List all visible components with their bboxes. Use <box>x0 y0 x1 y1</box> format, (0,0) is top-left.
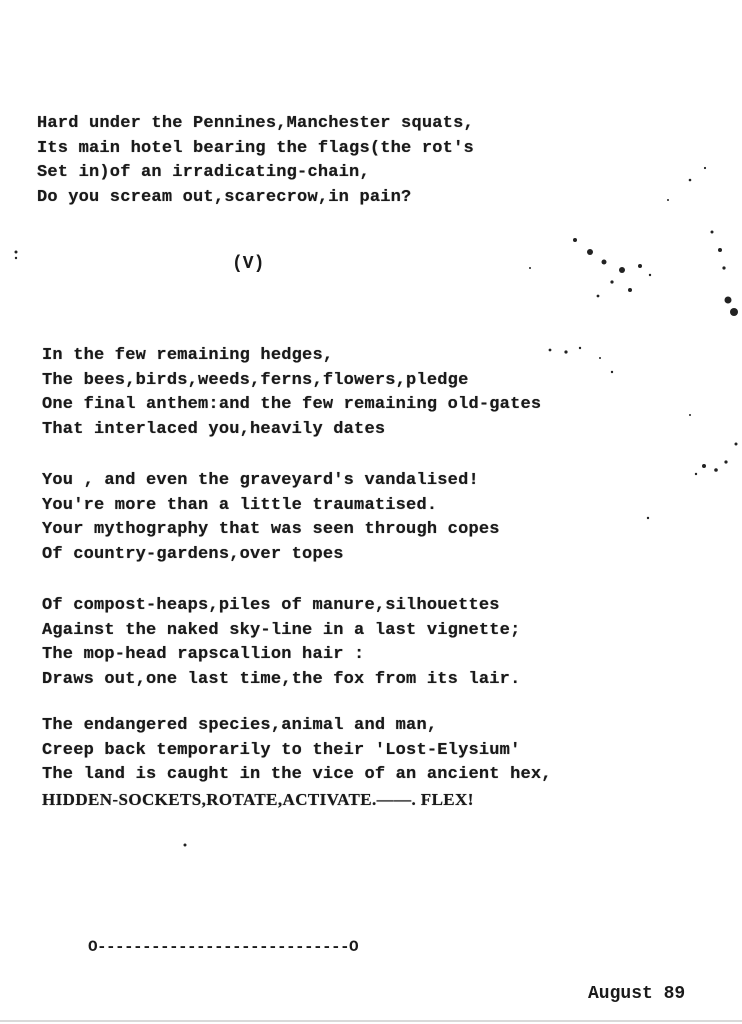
poem-line: Set in)of an irradicating-chain, <box>37 163 370 182</box>
poem-line: You're more than a little traumatised. <box>42 495 438 515</box>
poem-line: Its main hotel bearing the flags(the rot's <box>37 138 474 158</box>
stanza-4 <box>42 594 520 692</box>
stanza-3 <box>42 469 500 567</box>
section-numeral: (V) <box>232 254 265 274</box>
date-signature: August 89 <box>588 984 686 1004</box>
poem-line: Of country-gardens,over topes <box>42 544 344 564</box>
poem-line: Do you scream out,scarecrow,in pain? <box>37 187 412 207</box>
poem-line: The endangered species,animal and man, <box>42 716 438 735</box>
poem-line: The mop-head rapscallion hair : <box>42 645 365 664</box>
poem-line: Of compost-heaps,piles of manure,silhouettes <box>42 596 500 615</box>
poem-line: The land is caught in the vice of an ancient hex, <box>42 765 552 784</box>
poem-line: HIDDEN-SOCKETS,ROTATE,ACTIVATE.——. FLEX! <box>42 789 474 809</box>
poem-line: One final anthem:and the few remaining old-gates <box>42 395 542 414</box>
poem-line: In the few remaining hedges, <box>42 346 334 365</box>
poem-line: Creep back temporarily to their 'Lost-Elysium' <box>42 740 521 760</box>
poem-line: That interlaced you,heavily dates <box>42 419 386 439</box>
poem-line: Hard under the Pennines,Manchester squats, <box>37 114 474 133</box>
page-edge <box>0 1020 742 1022</box>
poem-line: Against the naked sky-line in a last vignette; <box>42 620 521 640</box>
poem-line: Your mythography that was seen through copes <box>42 520 500 539</box>
poem-line: Draws out,one last time,the fox from its lair. <box>42 669 521 689</box>
stanza-5 <box>42 714 552 812</box>
poem-line: You , and even the graveyard's vandalised! <box>42 471 479 490</box>
poem-line: The bees,birds,weeds,ferns,flowers,pledge <box>42 370 469 390</box>
stanza-1 <box>37 112 474 210</box>
section-divider: O----------------------------O <box>88 938 359 956</box>
stanza-2 <box>42 344 541 442</box>
